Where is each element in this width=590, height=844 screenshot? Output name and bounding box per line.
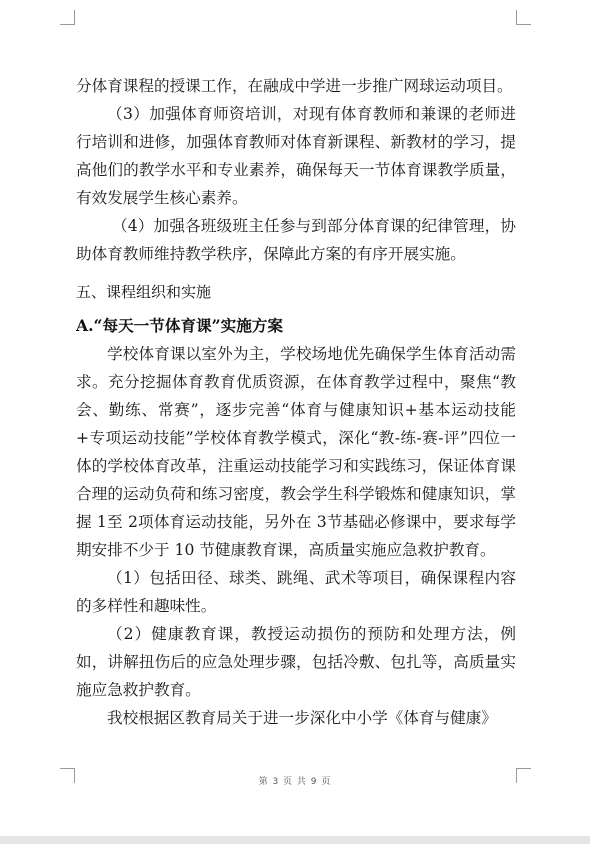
paragraph: （2）健康教育课，教授运动损伤的预防和处理方法，例如，讲解扭伤后的应急处理步骤，包括冷敷、包扎等，高质量实施应急救护教育。 xyxy=(76,625,516,699)
document-body[interactable] xyxy=(76,72,516,732)
paragraph: （4）加强各班级班主任参与到部分体育课的纪律管理，协助体育教师维持教学秩序，保障此方案的有序开展实施。 xyxy=(76,217,516,263)
paragraph: 我校根据区教育局关于进一步深化中小学《体育与健康》 xyxy=(107,709,497,727)
paragraph: 学校体育课以室外为主，学校场地优先确保学生体育活动需求。充分挖掘体育教育优质资源，在体育教学过程中，聚焦“教会、勤练、常赛”，逐步完善“体育与健康知识+基本运动技能+专项运动技能”学校体育教学模式，深化“教-练-赛-评”四位一体的学校体育改革，注重运动技能学习和实践练习，保证体育课合理的运动负荷和练习密度，教会学生科学锻炼和健康知识，掌握 1至 2项体育运动技能，另外在 3节基础必修课中，要求每学期安排不少于 10 节健康教育课，高质量实施应急救护教育。 xyxy=(76,345,516,559)
crop-mark-top-left xyxy=(60,10,75,25)
section-heading: 五、课程组织和实施 xyxy=(76,283,212,301)
paragraph: 分体育课程的授课工作，在融成中学进一步推广网球运动项目。 xyxy=(76,77,513,95)
paragraph: （1）包括田径、球类、跳绳、武术等项目，确保课程内容的多样性和趣味性。 xyxy=(76,569,516,615)
page-number-footer: 第 3 页 共 9 页 xyxy=(258,777,332,787)
crop-mark-top-right xyxy=(516,10,531,25)
paragraph: （3）加强体育师资培训，对现有体育教师和兼课的老师进行培训和进修，加强体育教师对体育新课程、新教材的学习，提高他们的教学水平和专业素养，确保每天一节体育课教学质量，有效发展学生核心素养。 xyxy=(76,105,516,207)
subsection-heading: A.“每天一节体育课”实施方案 xyxy=(76,316,283,335)
